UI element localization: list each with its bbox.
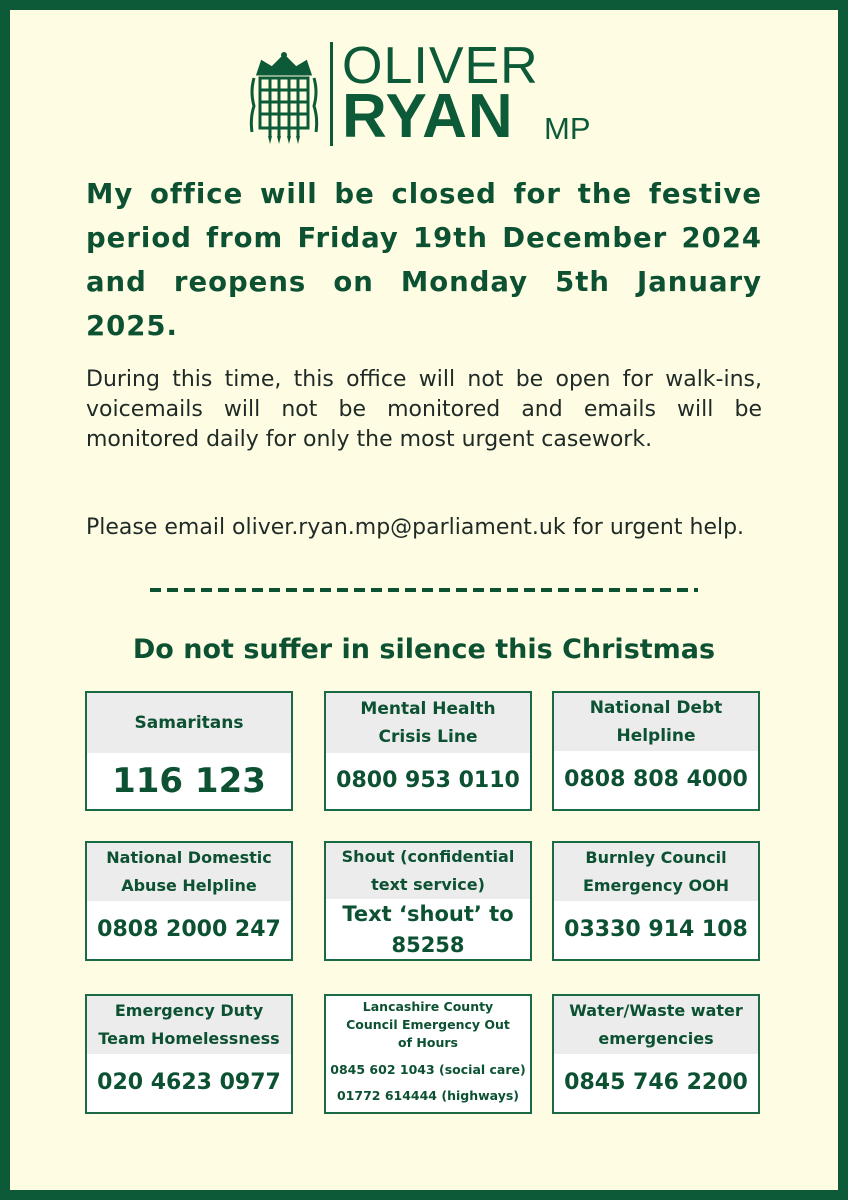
helpline-card-shout bbox=[324, 841, 532, 961]
helpline-numbers bbox=[326, 1054, 530, 1112]
helpline-card-samaritans bbox=[85, 691, 293, 811]
urgent-help-note: Please email oliver.ryan.mp@parliament.uk for urgent help. bbox=[86, 515, 745, 540]
mp-logo bbox=[248, 37, 608, 151]
helpline-name: Emergency Duty Team Homelessness bbox=[87, 996, 291, 1054]
helpline-name: National Debt Helpline bbox=[554, 693, 758, 751]
helpline-number: 116 123 bbox=[112, 761, 266, 801]
helpline-number-social-care: 0845 602 1043 (social care) bbox=[330, 1062, 526, 1077]
helpline-number: 0800 953 0110 bbox=[336, 768, 520, 793]
helpline-number: Text ‘shout’ to 85258 bbox=[342, 902, 514, 957]
dashed-divider bbox=[150, 588, 698, 592]
helpline-number-highways: 01772 614444 (highways) bbox=[336, 1088, 520, 1103]
logo-first-name: OLIVER bbox=[342, 37, 539, 95]
helpline-card-mental-health bbox=[324, 691, 532, 811]
helpline-number: 020 4623 0977 bbox=[97, 1070, 281, 1095]
helpline-name: Samaritans bbox=[87, 693, 291, 753]
helpline-number: 03330 914 108 bbox=[564, 917, 748, 942]
logo-last-name: RYAN bbox=[342, 82, 514, 151]
helpline-name: Burnley Council Emergency OOH bbox=[554, 843, 758, 901]
helpline-number: 0808 808 4000 bbox=[564, 767, 748, 792]
logo-divider bbox=[330, 42, 333, 146]
helpline-name: Water/Waste water emergencies bbox=[554, 996, 758, 1054]
helpline-card-water bbox=[552, 994, 760, 1114]
closure-headline: My office will be closed for the festive period from Friday 19th December 2024 and reopens on Monday 5th January 2025. bbox=[86, 178, 762, 342]
helpline-number: 0845 746 2200 bbox=[564, 1070, 748, 1095]
helpline-card-burnley-council bbox=[552, 841, 760, 961]
helpline-name: Lancashire County Council Emergency Out of Hours bbox=[326, 996, 530, 1054]
portcullis-icon bbox=[248, 52, 320, 144]
helpline-name: Mental Health Crisis Line bbox=[326, 693, 530, 753]
helpline-card-domestic-abuse bbox=[85, 841, 293, 961]
logo-suffix: MP bbox=[544, 111, 591, 146]
helpline-number: 0808 2000 247 bbox=[97, 917, 281, 942]
helpline-card-debt bbox=[552, 691, 760, 811]
helpline-name: Shout (confidential text service) bbox=[326, 843, 530, 899]
helpline-card-lancashire-county-council bbox=[324, 994, 532, 1114]
helpline-name: National Domestic Abuse Helpline bbox=[87, 843, 291, 901]
closure-details: During this time, this office will not be open for walk-ins, voicemails will not be monitored and emails will be monitored daily for only the most urgent casework. bbox=[86, 367, 762, 452]
support-heading: Do not suffer in silence this Christmas bbox=[132, 634, 716, 665]
helpline-card-homelessness bbox=[85, 994, 293, 1114]
